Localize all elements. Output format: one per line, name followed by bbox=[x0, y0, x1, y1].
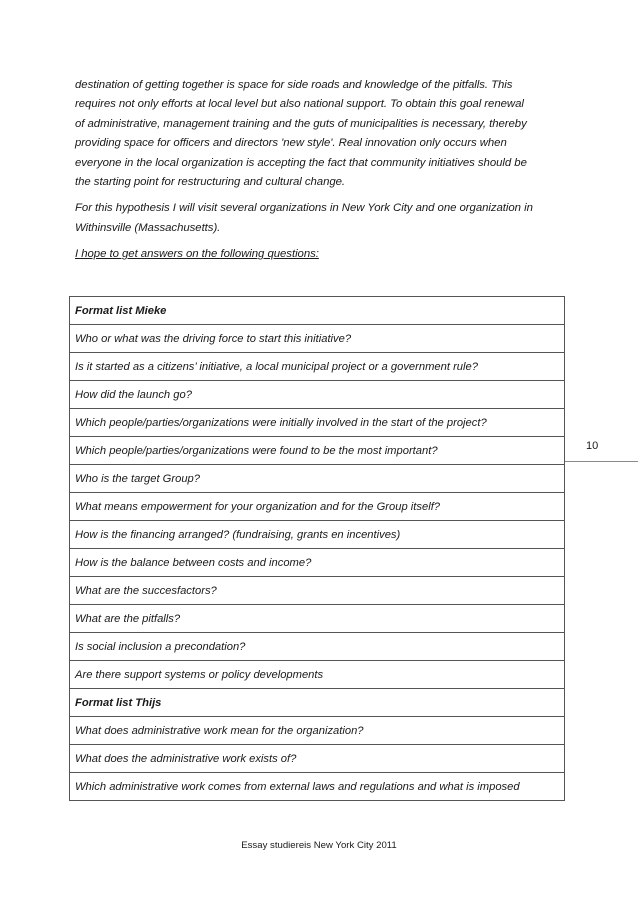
table-cell: What means empowerment for your organization and for the Group itself? bbox=[70, 493, 565, 521]
table-row bbox=[70, 465, 565, 493]
table-cell: Which administrative work comes from external laws and regulations and what is imposed bbox=[70, 773, 565, 801]
table-row bbox=[70, 745, 565, 773]
table-row bbox=[70, 297, 565, 325]
paragraph-intro: destination of getting together is space for side roads and knowledge of the pitfalls. This requires not only efforts at local level but also national support. To obtain this goal renewal of administrative, management training and the guts of municipalities is necessary, thereby providing space for officers and directors 'new style'. Real innovation only occurs when everyone in the local organization is accepting the fact that community initiatives should be the starting point for restructuring and cultural change. bbox=[75, 79, 527, 189]
table-cell: Format list Thijs bbox=[70, 689, 565, 717]
table-cell: What does the administrative work exists of? bbox=[70, 745, 565, 773]
table-cell: How is the balance between costs and income? bbox=[70, 549, 565, 577]
table-cell: Are there support systems or policy developments bbox=[70, 661, 565, 689]
table-cell: Format list Mieke bbox=[70, 297, 565, 325]
table-row bbox=[70, 689, 565, 717]
body-text bbox=[75, 76, 560, 272]
table-cell: Who or what was the driving force to start this initiative? bbox=[70, 325, 565, 353]
table-row bbox=[70, 521, 565, 549]
page-footer: Essay studiereis New York City 2011 bbox=[241, 840, 397, 851]
table-row bbox=[70, 605, 565, 633]
table-row bbox=[70, 437, 565, 465]
table-cell: How did the launch go? bbox=[70, 381, 565, 409]
table-row bbox=[70, 633, 565, 661]
table-cell: How is the financing arranged? (fundraising, grants en incentives) bbox=[70, 521, 565, 549]
table-row bbox=[70, 381, 565, 409]
table-row bbox=[70, 577, 565, 605]
table-cell: What does administrative work mean for the organization? bbox=[70, 717, 565, 745]
page-number: 10 bbox=[586, 440, 599, 452]
table-row bbox=[70, 409, 565, 437]
table-cell: Who is the target Group? bbox=[70, 465, 565, 493]
table-row bbox=[70, 493, 565, 521]
table-cell: Is it started as a citizens’ initiative, a local municipal project or a government rule? bbox=[70, 353, 565, 381]
table-row bbox=[70, 353, 565, 381]
table-row bbox=[70, 773, 565, 801]
table-cell: Which people/parties/organizations were initially involved in the start of the project? bbox=[70, 409, 565, 437]
table-row bbox=[70, 549, 565, 577]
table-row bbox=[70, 717, 565, 745]
table-cell: Which people/parties/organizations were found to be the most important? bbox=[70, 437, 565, 465]
table-row bbox=[70, 325, 565, 353]
questions-intro: I hope to get answers on the following questions: bbox=[75, 248, 319, 261]
paragraph-hypothesis: For this hypothesis I will visit several organizations in New York City and one organization in Withinsville (Massachusetts). bbox=[75, 202, 533, 234]
table-row bbox=[70, 661, 565, 689]
table-cell: What are the pitfalls? bbox=[70, 605, 565, 633]
table-cell: What are the succesfactors? bbox=[70, 577, 565, 605]
table-cell: Is social inclusion a precondation? bbox=[70, 633, 565, 661]
questions-table bbox=[69, 296, 565, 801]
page-number-rule bbox=[565, 461, 638, 462]
